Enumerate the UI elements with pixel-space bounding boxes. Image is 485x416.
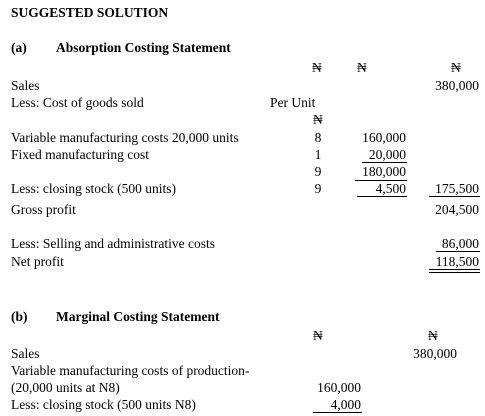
a-fixed-label: Fixed manufacturing cost [11, 147, 149, 162]
a-sa-value: 86,000 [441, 236, 479, 251]
b-col-header-total: ₦ [428, 328, 438, 343]
part-a-heading: Absorption Costing Statement [56, 40, 231, 55]
a-per-unit-label: Per Unit [270, 95, 316, 110]
a-col-header-unit: ₦ [312, 60, 322, 75]
a-sales-value: 380,000 [435, 78, 479, 93]
a-sales-label: Sales [11, 78, 40, 93]
page-title: SUGGESTED SOLUTION [11, 5, 169, 20]
a-sa-label: Less: Selling and administrative costs [11, 236, 215, 251]
a-cogs-label: Less: Cost of goods sold [11, 95, 144, 110]
b-col-header-mid: ₦ [313, 328, 323, 343]
a-net-label: Net profit [11, 254, 64, 269]
b-sales-value: 380,000 [413, 346, 457, 361]
b-sales-label: Sales [11, 346, 40, 361]
a-col-header-mid: ₦ [357, 60, 367, 75]
part-b-label: (b) [11, 309, 28, 324]
b-closing-underline [313, 412, 362, 413]
a-net-value: 118,500 [435, 254, 479, 269]
a-col-header-total: ₦ [451, 60, 461, 75]
a-gross-label: Gross profit [11, 202, 76, 217]
part-a-label: (a) [11, 40, 27, 55]
a-net-underline-2 [429, 272, 480, 273]
b-variable-label-1: Variable manufacturing costs of production- [11, 363, 250, 378]
b-variable-value: 160,000 [317, 380, 361, 395]
a-per-unit-currency: ₦ [313, 112, 323, 127]
a-net-underline-1 [429, 269, 480, 270]
a-sa-underline [436, 251, 480, 252]
part-b-heading: Marginal Costing Statement [56, 309, 220, 324]
a-fixed-unit: 1 [314, 147, 322, 162]
a-subtotal-value: 180,000 [362, 164, 406, 179]
a-gross-value: 204,500 [435, 202, 479, 217]
b-closing-value: 4,000 [330, 397, 361, 412]
a-cogs-total-underline [429, 196, 480, 197]
a-cogs-total: 175,500 [435, 181, 479, 196]
a-closing-unit: 9 [314, 181, 322, 196]
a-closing-label: Less: closing stock (500 units) [11, 181, 176, 196]
a-variable-value: 160,000 [362, 130, 406, 145]
a-subtotal-unit: 9 [314, 164, 322, 179]
b-variable-label-2: (20,000 units at N8) [11, 380, 120, 395]
a-closing-value: 4,500 [375, 181, 406, 196]
a-fixed-value: 20,000 [368, 147, 406, 162]
b-closing-label: Less: closing stock (500 units N8) [11, 397, 196, 412]
a-variable-label: Variable manufacturing costs 20,000 units [11, 130, 239, 145]
a-variable-unit: 8 [314, 130, 322, 145]
